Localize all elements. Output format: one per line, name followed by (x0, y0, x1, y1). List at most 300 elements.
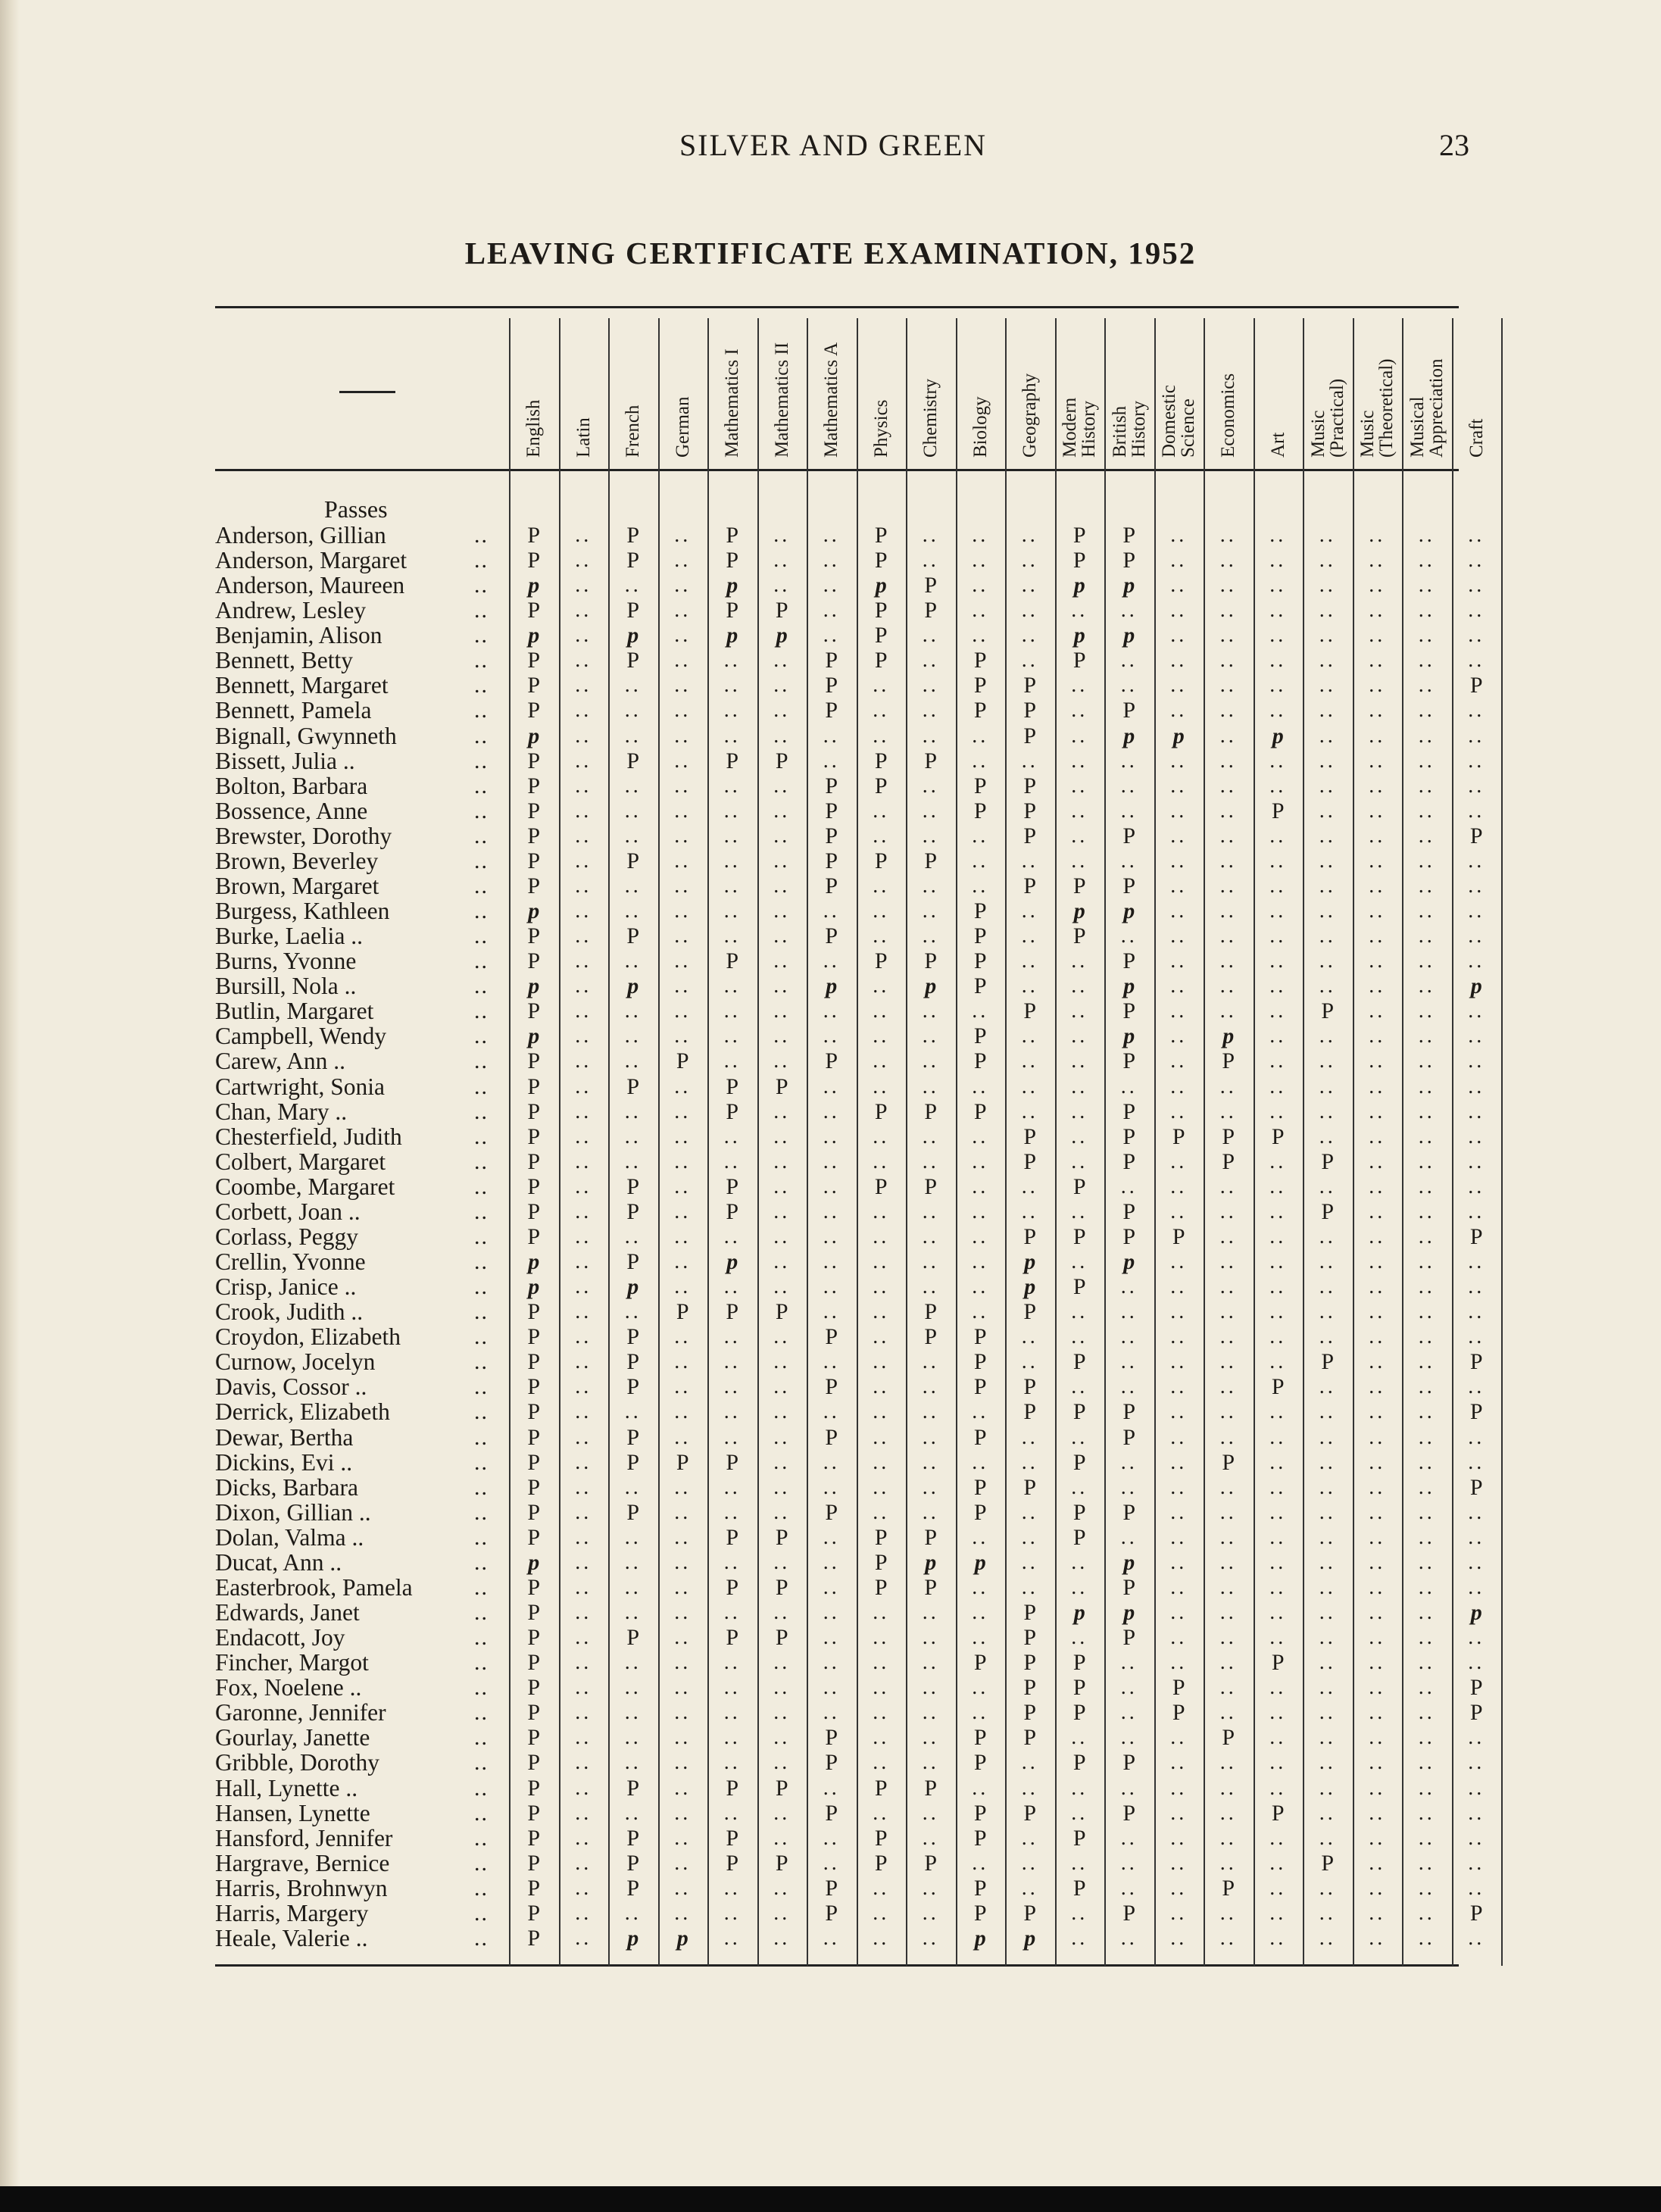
result-cell: .. (1418, 1801, 1435, 1825)
result-cell: .. (922, 1375, 939, 1399)
result-cell: .. (1021, 623, 1038, 648)
result-cell: .. (1269, 1224, 1287, 1248)
result-cell: .. (1071, 1626, 1088, 1650)
result-cell: .. (773, 1124, 791, 1148)
result-cell: .. (873, 1375, 890, 1399)
result-cell: .. (1071, 1199, 1088, 1223)
student-name: Butlin, Margaret (215, 998, 374, 1025)
result-cell: .. (1418, 924, 1435, 948)
result-cell: P (726, 548, 739, 573)
result-cell: .. (873, 1149, 890, 1173)
column-header: Geography (1019, 373, 1041, 458)
student-name: Crisp, Janice .. (215, 1273, 357, 1301)
result-cell: .. (1219, 1801, 1237, 1825)
result-cell: .. (723, 999, 741, 1023)
student-name: Endacott, Joy (215, 1624, 345, 1651)
result-cell: .. (674, 1826, 692, 1850)
result-cell: .. (1319, 1901, 1336, 1925)
result-cell: p (1272, 723, 1284, 748)
result-cell: .. (1319, 1300, 1336, 1324)
result-cell: .. (972, 1450, 989, 1474)
result-cell: P (527, 1524, 541, 1550)
result-cell: .. (1170, 1575, 1188, 1599)
result-cell: P (1469, 1399, 1483, 1425)
result-cell: .. (575, 1475, 592, 1499)
result-cell: .. (1219, 1575, 1237, 1599)
result-cell: .. (1120, 1726, 1138, 1750)
result-cell: .. (823, 1676, 840, 1700)
result-cell: .. (575, 1250, 592, 1274)
result-cell: .. (922, 873, 939, 898)
result-cell: .. (723, 1275, 741, 1299)
result-cell: .. (1071, 1575, 1088, 1599)
result-cell: .. (1418, 1099, 1435, 1123)
result-cell: .. (1170, 1651, 1188, 1675)
result-cell: p (627, 973, 639, 999)
result-cell: .. (873, 1124, 890, 1148)
result-cell: P (775, 1574, 788, 1600)
result-cell: .. (1319, 1776, 1336, 1800)
result-cell: .. (1468, 1726, 1485, 1750)
result-cell: .. (1170, 1751, 1188, 1775)
result-cell: .. (1170, 798, 1188, 823)
leader-dots: .. (474, 1750, 489, 1776)
result-cell: .. (1269, 773, 1287, 798)
leader-dots: .. (474, 1424, 489, 1450)
result-cell: .. (873, 1751, 890, 1775)
result-cell: P (973, 698, 987, 723)
result-cell: .. (1269, 1074, 1287, 1098)
result-cell: .. (1369, 1776, 1386, 1800)
student-name: Bossence, Anne (215, 797, 368, 824)
result-cell: .. (1418, 1250, 1435, 1274)
result-cell: .. (674, 698, 692, 723)
result-cell: P (1072, 1875, 1086, 1901)
result-cell: .. (674, 1275, 692, 1299)
result-cell: .. (823, 1224, 840, 1248)
result-cell: .. (1418, 1174, 1435, 1198)
result-cell: P (1122, 698, 1136, 723)
result-cell: P (527, 948, 541, 974)
result-cell: P (973, 1324, 987, 1350)
student-name: Coombe, Margaret (215, 1173, 395, 1200)
result-cell: P (527, 823, 541, 848)
result-cell: p (528, 573, 540, 598)
leader-dots: .. (474, 1148, 489, 1174)
result-cell: .. (873, 1601, 890, 1624)
result-cell: .. (922, 1275, 939, 1299)
result-cell: P (1023, 1700, 1037, 1726)
table-bottom-rule (215, 1964, 1459, 1967)
result-cell: .. (1071, 673, 1088, 698)
result-cell: .. (624, 899, 642, 923)
leader-dots: .. (474, 1574, 489, 1600)
result-cell: .. (1468, 1149, 1485, 1173)
result-cell: .. (674, 748, 692, 773)
result-cell: .. (922, 1149, 939, 1173)
result-cell: .. (575, 748, 592, 773)
result-cell: P (1023, 998, 1037, 1024)
result-cell: P (973, 1800, 987, 1826)
result-cell: .. (873, 1049, 890, 1073)
result-cell: p (528, 973, 540, 999)
result-cell: .. (873, 1224, 890, 1248)
result-cell: .. (674, 1601, 692, 1624)
result-cell: .. (773, 873, 791, 898)
result-cell: .. (823, 1250, 840, 1274)
result-cell: .. (575, 648, 592, 673)
result-cell: .. (1319, 1525, 1336, 1549)
scan-bottom-edge (0, 2186, 1661, 2212)
leader-dots: .. (474, 898, 489, 924)
result-cell: .. (1468, 1550, 1485, 1574)
result-cell: .. (773, 523, 791, 547)
result-cell: P (874, 523, 888, 548)
result-cell: P (527, 1700, 541, 1726)
result-cell: P (825, 773, 838, 798)
result-cell: .. (922, 1199, 939, 1223)
result-cell: P (626, 548, 640, 573)
result-cell: .. (1369, 1300, 1386, 1324)
result-cell: P (874, 1574, 888, 1600)
result-cell: .. (1071, 999, 1088, 1023)
result-cell: P (874, 623, 888, 648)
result-cell: .. (773, 924, 791, 948)
leader-dots: .. (474, 873, 489, 898)
leader-dots: .. (474, 1524, 489, 1550)
result-cell: .. (1468, 1500, 1485, 1524)
result-cell: .. (1071, 598, 1088, 623)
leader-dots: .. (474, 1725, 489, 1751)
result-cell: .. (773, 1224, 791, 1248)
result-cell: .. (674, 798, 692, 823)
leader-dots: .. (474, 1449, 489, 1475)
student-name: Hall, Lynette .. (215, 1774, 358, 1801)
result-cell: P (626, 1625, 640, 1651)
result-cell: .. (1468, 1099, 1485, 1123)
result-cell: .. (1319, 548, 1336, 573)
result-cell: P (1023, 1650, 1037, 1676)
result-cell: .. (1468, 598, 1485, 623)
result-cell: .. (773, 1375, 791, 1399)
result-cell: .. (922, 798, 939, 823)
result-cell: P (527, 1173, 541, 1199)
result-cell: .. (1170, 673, 1188, 698)
result-cell: .. (873, 1701, 890, 1725)
result-cell: P (1172, 1123, 1185, 1149)
result-cell: .. (674, 773, 692, 798)
result-cell: .. (1319, 1550, 1336, 1574)
result-cell: .. (1219, 1651, 1237, 1675)
student-name: Harris, Brohnwyn (215, 1874, 388, 1901)
result-cell: P (626, 1173, 640, 1199)
result-cell: p (1123, 1023, 1135, 1049)
result-cell: .. (1071, 949, 1088, 973)
result-cell: .. (1269, 1350, 1287, 1374)
result-cell: .. (1269, 548, 1287, 573)
result-cell: P (626, 748, 640, 773)
result-cell: .. (1418, 1124, 1435, 1148)
leader-dots: .. (474, 1499, 489, 1525)
result-cell: .. (575, 1751, 592, 1775)
result-cell: .. (1071, 1124, 1088, 1148)
result-cell: .. (1120, 798, 1138, 823)
leader-dots: .. (474, 1349, 489, 1375)
result-cell: .. (674, 1224, 692, 1248)
result-cell: P (527, 1098, 541, 1124)
result-cell: .. (1269, 673, 1287, 698)
result-cell: P (626, 923, 640, 949)
result-cell: .. (873, 1450, 890, 1474)
result-cell: .. (624, 1525, 642, 1549)
result-cell: P (1072, 1650, 1086, 1676)
result-cell: .. (1021, 1550, 1038, 1574)
result-cell: .. (823, 1074, 840, 1098)
result-cell: .. (575, 523, 592, 547)
result-cell: P (726, 523, 739, 548)
result-cell: .. (1468, 573, 1485, 598)
result-cell: .. (1369, 1074, 1386, 1098)
result-cell: P (1172, 1223, 1185, 1249)
column-header: Economics (1218, 373, 1239, 458)
result-cell: .. (1418, 548, 1435, 573)
leader-dots: .. (474, 1324, 489, 1350)
result-cell: .. (1071, 1375, 1088, 1399)
result-cell: P (1122, 1750, 1136, 1776)
result-cell: .. (1468, 1826, 1485, 1850)
result-cell: .. (1468, 1275, 1485, 1299)
leader-dots: .. (474, 1073, 489, 1099)
column-header: English (523, 399, 545, 458)
result-cell: .. (1369, 748, 1386, 773)
result-cell: .. (575, 1425, 592, 1449)
result-cell: p (1123, 623, 1135, 648)
result-cell: P (626, 648, 640, 673)
result-cell: .. (773, 1601, 791, 1624)
result-cell: .. (922, 1224, 939, 1248)
result-cell: .. (674, 1876, 692, 1900)
leader-dots: .. (474, 1825, 489, 1851)
result-cell: .. (1170, 873, 1188, 898)
result-cell: .. (1021, 1851, 1038, 1875)
result-cell: .. (922, 1726, 939, 1750)
result-cell: .. (1369, 1701, 1386, 1725)
result-cell: .. (624, 1224, 642, 1248)
result-cell: .. (1170, 949, 1188, 973)
result-cell: P (1023, 798, 1037, 823)
result-cell: .. (1269, 1325, 1287, 1349)
result-cell: .. (823, 523, 840, 547)
student-name: Colbert, Margaret (215, 1148, 386, 1175)
result-cell: .. (773, 1550, 791, 1574)
result-cell: p (528, 898, 540, 924)
leader-dots: .. (474, 1299, 489, 1325)
result-cell: P (1023, 1474, 1037, 1500)
result-cell: P (924, 1524, 938, 1550)
leader-dots: .. (474, 548, 489, 573)
student-name: Dicks, Barbara (215, 1473, 358, 1501)
result-cell: P (1072, 1675, 1086, 1701)
result-cell: P (1321, 998, 1335, 1024)
result-cell: .. (873, 924, 890, 948)
result-cell: .. (1120, 1300, 1138, 1324)
result-cell: .. (1269, 1826, 1287, 1850)
result-cell: P (1122, 1800, 1136, 1826)
result-cell: .. (823, 1626, 840, 1650)
result-cell: .. (1369, 924, 1386, 948)
result-cell: .. (1369, 949, 1386, 973)
result-cell: .. (723, 673, 741, 698)
result-cell: .. (723, 1475, 741, 1499)
column-header: French (623, 405, 644, 458)
result-cell: .. (1071, 1074, 1088, 1098)
result-cell: P (874, 1775, 888, 1801)
result-cell: .. (1170, 974, 1188, 998)
result-cell: .. (823, 1475, 840, 1499)
result-cell: .. (823, 1926, 840, 1950)
result-cell: .. (922, 823, 939, 848)
result-cell: .. (1021, 1876, 1038, 1900)
result-cell: P (973, 1474, 987, 1500)
page-title: LEAVING CERTIFICATE EXAMINATION, 1952 (464, 236, 1197, 270)
result-cell: .. (1170, 924, 1188, 948)
result-cell: .. (1369, 974, 1386, 998)
result-cell: .. (1120, 748, 1138, 773)
result-cell: .. (1418, 1149, 1435, 1173)
result-cell: .. (575, 1901, 592, 1925)
result-cell: P (825, 1725, 838, 1751)
result-cell: .. (1418, 1575, 1435, 1599)
result-cell: .. (922, 1250, 939, 1274)
result-cell: .. (1369, 1676, 1386, 1700)
result-cell: .. (1219, 798, 1237, 823)
result-cell: .. (1369, 1099, 1386, 1123)
result-cell: .. (575, 1876, 592, 1900)
result-cell: .. (773, 1275, 791, 1299)
column-header: Biology (969, 396, 991, 458)
result-cell: .. (1319, 1250, 1336, 1274)
result-cell: P (1122, 1499, 1136, 1525)
result-cell: p (1024, 1274, 1036, 1300)
result-cell: .. (873, 1400, 890, 1424)
result-cell: P (973, 923, 987, 949)
result-cell: .. (1369, 1149, 1386, 1173)
result-cell: .. (674, 1701, 692, 1725)
result-cell: .. (1269, 1726, 1287, 1750)
result-cell: .. (972, 1224, 989, 1248)
result-cell: .. (1269, 1901, 1287, 1925)
result-cell: .. (575, 999, 592, 1023)
column-header: Modern History (1060, 397, 1100, 458)
result-cell: .. (1219, 1224, 1237, 1248)
column-header: Music (Practical) (1307, 378, 1347, 458)
leader-dots: .. (474, 773, 489, 798)
result-cell: .. (1269, 1275, 1287, 1299)
student-name: Andrew, Lesley (215, 597, 367, 624)
result-cell: P (973, 948, 987, 974)
result-cell: .. (823, 1701, 840, 1725)
result-cell: .. (1418, 1425, 1435, 1449)
result-cell: P (1072, 648, 1086, 673)
result-cell: P (527, 1223, 541, 1249)
result-cell: .. (575, 1124, 592, 1148)
result-cell: .. (823, 1550, 840, 1574)
result-cell: .. (1219, 1550, 1237, 1574)
result-cell: .. (922, 548, 939, 573)
leader-dots: .. (474, 1625, 489, 1651)
result-cell: P (924, 1098, 938, 1124)
result-cell: .. (1269, 1450, 1287, 1474)
result-cell: P (973, 648, 987, 673)
result-cell: p (528, 1274, 540, 1300)
result-cell: .. (922, 1350, 939, 1374)
result-cell: .. (1468, 999, 1485, 1023)
result-cell: .. (1021, 924, 1038, 948)
result-cell: P (1023, 723, 1037, 748)
result-cell: .. (1269, 1525, 1287, 1549)
result-cell: .. (1468, 1450, 1485, 1474)
result-cell: P (775, 598, 788, 623)
result-cell: .. (1369, 899, 1386, 923)
result-cell: .. (1120, 1350, 1138, 1374)
result-cell: .. (1219, 1701, 1237, 1725)
result-cell: .. (1369, 1224, 1386, 1248)
result-cell: .. (922, 1651, 939, 1675)
result-cell: .. (674, 573, 692, 598)
result-cell: .. (1319, 1926, 1336, 1950)
student-name: Garonne, Jennifer (215, 1699, 386, 1726)
result-cell: P (1321, 1148, 1335, 1174)
result-cell: .. (1369, 1450, 1386, 1474)
result-cell: .. (873, 999, 890, 1023)
result-cell: .. (624, 573, 642, 598)
result-cell: p (528, 1249, 540, 1275)
leader-dots: .. (474, 1223, 489, 1249)
result-cell: .. (575, 1149, 592, 1173)
student-name: Davis, Cossor .. (215, 1373, 367, 1401)
result-cell: .. (723, 1651, 741, 1675)
result-cell: .. (1418, 1049, 1435, 1073)
result-cell: .. (972, 548, 989, 573)
result-cell: .. (1269, 1049, 1287, 1073)
result-cell: .. (575, 1325, 592, 1349)
result-cell: .. (1219, 1851, 1237, 1875)
result-cell: .. (972, 723, 989, 748)
result-cell: P (626, 848, 640, 873)
result-cell: .. (1468, 548, 1485, 573)
result-cell: .. (873, 798, 890, 823)
result-cell: .. (674, 1651, 692, 1675)
result-cell: P (973, 1424, 987, 1450)
result-cell: P (626, 1374, 640, 1400)
result-cell: .. (624, 1475, 642, 1499)
result-cell: .. (1418, 1626, 1435, 1650)
result-cell: .. (873, 873, 890, 898)
result-cell: P (527, 1600, 541, 1625)
result-cell: .. (1418, 1074, 1435, 1098)
result-cell: .. (1418, 1701, 1435, 1725)
column-header: Craft (1466, 418, 1487, 458)
result-cell: .. (1219, 673, 1237, 698)
result-cell: .. (1170, 1826, 1188, 1850)
result-cell: P (973, 1725, 987, 1751)
leader-dots: .. (474, 1925, 489, 1951)
result-cell: .. (1418, 899, 1435, 923)
result-cell: .. (823, 1400, 840, 1424)
result-cell: P (527, 923, 541, 949)
result-cell: .. (823, 623, 840, 648)
result-cell: p (1222, 1023, 1235, 1049)
